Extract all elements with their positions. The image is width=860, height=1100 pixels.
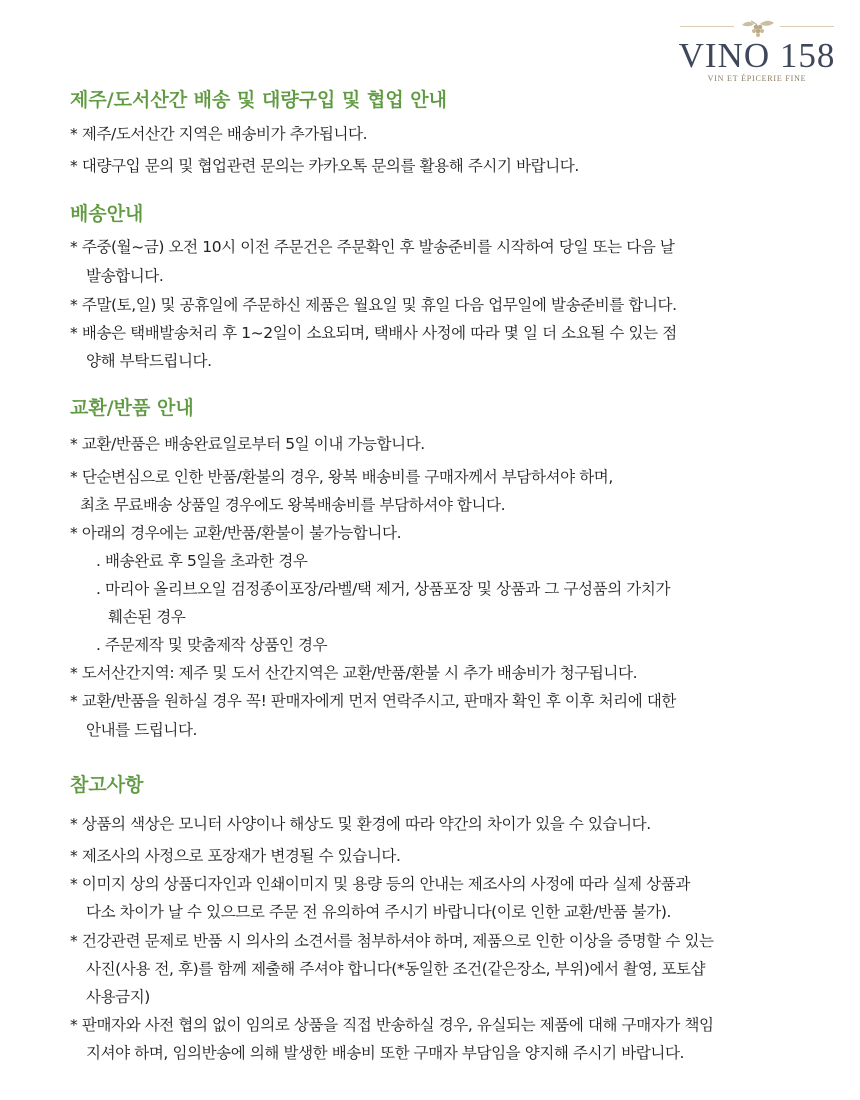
notice-line: * 대량구입 문의 및 협업관련 문의는 카카오톡 문의를 활용해 주시기 바랍니다. <box>70 157 579 175</box>
notice-line: * 주중(월~금) 오전 10시 이전 주문건은 주문확인 후 발송준비를 시작하여 당일 또는 다음 날 <box>70 238 675 256</box>
notice-line: * 판매자와 사전 협의 없이 임의로 상품을 직접 반송하실 경우, 유실되는 제품에 대해 구매자가 책임 <box>70 1016 714 1034</box>
notice-line: 다소 차이가 날 수 있으므로 주문 전 유의하여 주시기 바랍니다(이로 인한 교환/반품 불가). <box>86 903 672 921</box>
notice-sub-line: 훼손된 경우 <box>108 608 186 626</box>
notice-line: 발송합니다. <box>86 267 164 285</box>
notice-line: * 아래의 경우에는 교환/반품/환불이 불가능합니다. <box>70 524 402 542</box>
notice-line: * 단순변심으로 인한 반품/환불의 경우, 왕복 배송비를 구매자께서 부담하셔야 하며, <box>70 468 613 486</box>
notice-line: * 주말(토,일) 및 공휴일에 주문하신 제품은 월요일 및 휴일 다음 업무일에 발송준비를 합니다. <box>70 296 677 314</box>
notice-line: * 제주/도서산간 지역은 배송비가 추가됩니다. <box>70 125 368 143</box>
notice-sub-line: . 주문제작 및 맞춤제작 상품인 경우 <box>96 636 328 654</box>
notice-line: * 교환/반품은 배송완료일로부터 5일 이내 가능합니다. <box>70 435 425 453</box>
notice-line: 사진(사용 전, 후)를 함께 제출해 주셔야 합니다(*동일한 조건(같은장소, 부위)에서 촬영, 포토샵 <box>86 960 706 978</box>
notice-sub-line: . 배송완료 후 5일을 초과한 경우 <box>96 552 308 570</box>
notice-line: * 이미지 상의 상품디자인과 인쇄이미지 및 용량 등의 안내는 제조사의 사정에 따라 실제 상품과 <box>70 875 690 893</box>
notice-line: 최초 무료배송 상품일 경우에도 왕복배송비를 부담하셔야 합니다. <box>80 496 506 514</box>
notice-line: * 배송은 택배발송처리 후 1~2일이 소요되며, 택배사 사정에 따라 몇 일 더 소요될 수 있는 점 <box>70 324 677 342</box>
grape-vine-icon <box>734 16 780 38</box>
section-title-shipping-bulk: 제주/도서산간 배송 및 대량구입 및 협업 안내 <box>70 89 448 111</box>
logo-wordmark: VINO 158 <box>678 36 836 75</box>
notice-line: 지셔야 하며, 임의반송에 의해 발생한 배송비 또한 구매자 부담임을 양지해 주시기 바랍니다. <box>86 1044 685 1062</box>
logo-tagline: VIN ET ÉPICERIE FINE <box>707 74 807 83</box>
notice-line: * 도서산간지역: 제주 및 도서 산간지역은 교환/반품/환불 시 추가 배송비가 청구됩니다. <box>70 664 638 682</box>
section-title-exchange-return: 교환/반품 안내 <box>70 397 194 419</box>
notice-line: * 상품의 색상은 모니터 사양이나 해상도 및 환경에 따라 약간의 차이가 있을 수 있습니다. <box>70 815 651 833</box>
notice-line: 안내를 드립니다. <box>86 721 198 739</box>
section-title-shipping: 배송안내 <box>70 203 144 225</box>
notice-line: 사용금지) <box>86 988 150 1006</box>
brand-logo <box>676 12 838 92</box>
notice-sub-line: . 마리아 올리브오일 검정종이포장/라벨/택 제거, 상품포장 및 상품과 그 구성품의 가치가 <box>96 580 671 598</box>
notice-line: 양해 부탁드립니다. <box>86 352 212 370</box>
notice-line: * 건강관련 문제로 반품 시 의사의 소견서를 첨부하셔야 하며, 제품으로 인한 이상을 증명할 수 있는 <box>70 932 714 950</box>
notice-line: * 교환/반품을 원하실 경우 꼭! 판매자에게 먼저 연락주시고, 판매자 확인 후 이후 처리에 대한 <box>70 692 676 710</box>
section-title-notes: 참고사항 <box>70 774 144 796</box>
notice-line: * 제조사의 사정으로 포장재가 변경될 수 있습니다. <box>70 847 401 865</box>
